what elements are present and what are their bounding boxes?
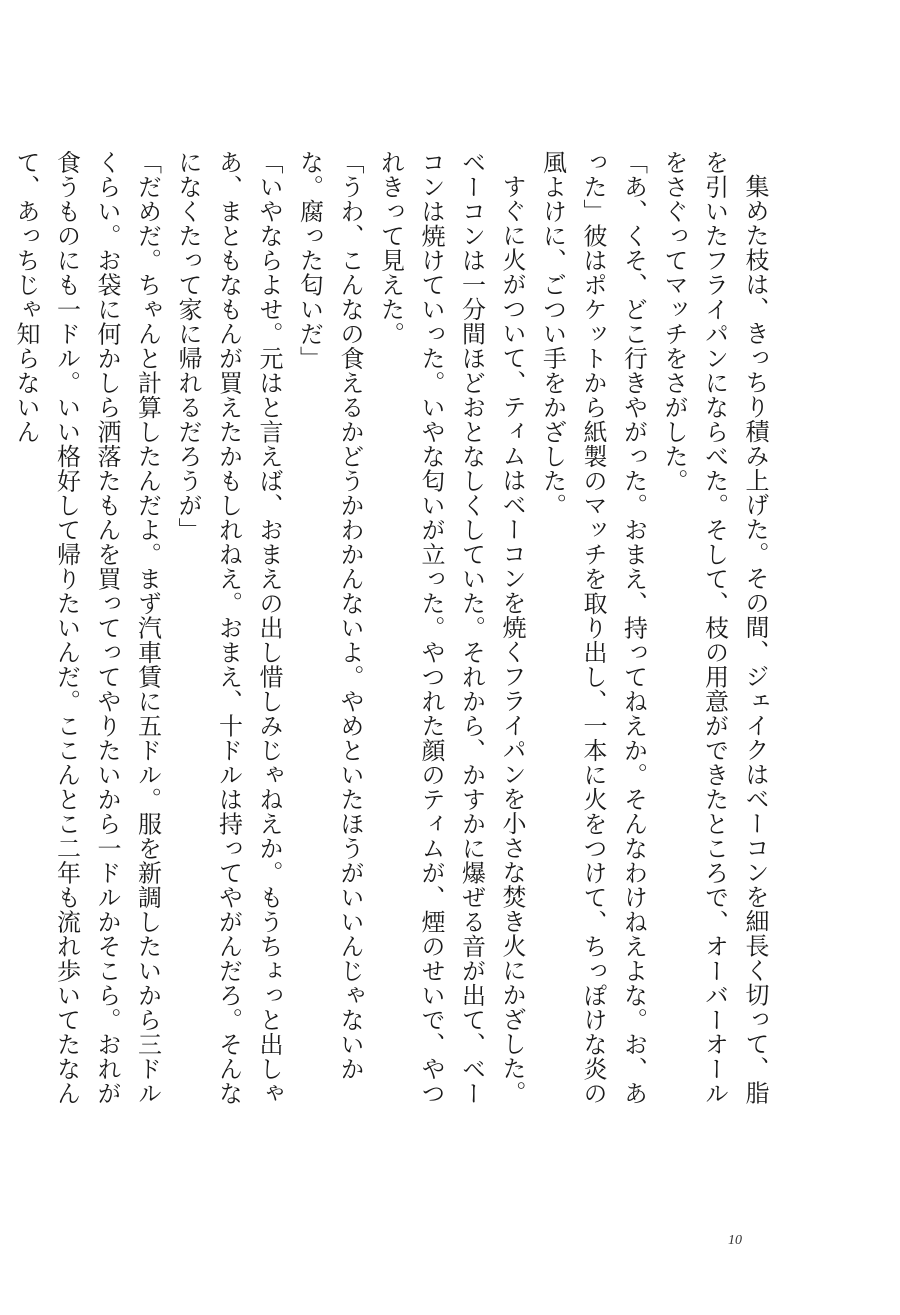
paragraph-3: すぐに火がついて、ティムはベーコンを焼くフライパンを小さな焚き火にかざした。ベーコンは一分間ほどおとなしくしていた。それから、かすかに爆ぜる音が出て、ベーコンは焼けていった。いやな匂いが立った。やつれた顔のティムが、煙のせいで、やつれきって見えた。: [376, 150, 526, 1106]
page-number: 10: [728, 1233, 742, 1248]
paragraph-4: 「うわ、こんなの食えるかどうかわかんないよ。やめといたほうがいいんじゃないかな。腐った匂いだ」: [295, 150, 364, 1081]
paragraph-2: 「あ、くそ、どこ行きやがった。おまえ、持ってねえか。そんなわけねえよな。お、あった」彼はポケットから紙製のマッチを取り出し、一本に火をつけて、ちっぽけな炎の風よけに、ごつい手をかざした。: [538, 150, 648, 1106]
paragraph-1: 集めた枝は、きっちり積み上げた。その間、ジェイクはベーコンを細長く切って、脂を引いたフライパンにならべた。そして、枝の用意ができたところで、オーバーオールをさぐってマッチをさがした。: [660, 150, 769, 1106]
vertical-text-block: [12, 150, 775, 1110]
paragraph-6: 「だめだ。ちゃんと計算したんだよ。まず汽車賃に五ドル。服を新調したいから三ドルくらい。お袋に何かしら洒落たもんを買ってってやりたいから一ドルかそこら。おれが食うものにも一ドル。いい格好して帰りたいんだ。ここんとこ二年も流れ歩いてたなんて、あっちじゃ知らないん: [12, 150, 162, 1106]
paragraph-5: 「いやならよせ。元はと言えば、おまえの出し惜しみじゃねえか。もうちょっと出しゃあ、まともなもんが買えたかもしれねえ。おまえ、十ドルは持ってやがんだろ。そんなになくたって家に帰れるだろうが」: [174, 150, 283, 1106]
